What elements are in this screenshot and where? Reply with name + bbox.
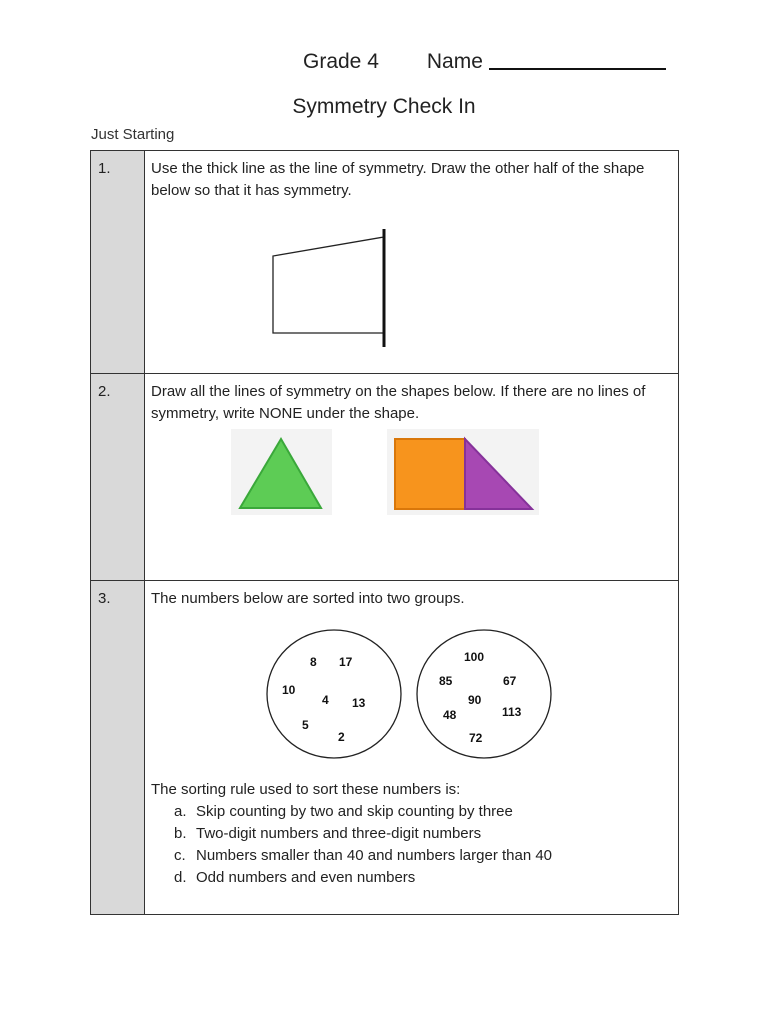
option-text: Two-digit numbers and three-digit numbers xyxy=(196,825,482,842)
question-content xyxy=(145,151,678,373)
grade-label: Grade 4 xyxy=(303,50,379,73)
name-blank-line[interactable] xyxy=(489,46,666,70)
sorting-question-text: The sorting rule used to sort these numbers is: xyxy=(151,781,461,798)
option-text: Odd numbers and even numbers xyxy=(196,869,416,886)
option-letter: d. xyxy=(174,869,187,886)
question-prompt: Draw all the lines of symmetry on the shapes below. If there are no lines of symmetry, write NONE under the shape. xyxy=(151,383,646,422)
level-label: Just Starting xyxy=(91,126,175,143)
square-and-triangle-figure[interactable] xyxy=(387,429,539,515)
question-content xyxy=(145,581,678,914)
option-letter: b. xyxy=(174,825,187,842)
question-number: 2. xyxy=(91,374,145,580)
option-letter: a. xyxy=(174,803,187,820)
group-number: 85 xyxy=(439,674,453,688)
option-text: Skip counting by two and skip counting by three xyxy=(196,803,513,820)
question-row-3 xyxy=(91,581,678,914)
question-table xyxy=(90,150,679,915)
question-row-1 xyxy=(91,151,678,374)
answer-option-d[interactable] xyxy=(174,867,671,889)
sorting-circles-figure xyxy=(265,625,555,763)
group-number: 113 xyxy=(502,705,522,719)
answer-option-b[interactable] xyxy=(174,823,671,845)
half-shape-figure[interactable] xyxy=(269,227,389,349)
question-number: 3. xyxy=(91,581,145,914)
half-shape-outline xyxy=(273,237,384,333)
option-text: Numbers smaller than 40 and numbers larger than 40 xyxy=(196,847,553,864)
group-number: 90 xyxy=(468,693,482,707)
option-letter: c. xyxy=(174,847,186,864)
question-content xyxy=(145,374,678,580)
triangle-figure[interactable] xyxy=(231,429,332,515)
name-label: Name xyxy=(426,50,483,73)
group-number: 67 xyxy=(503,674,517,688)
group-number: 48 xyxy=(443,708,457,722)
answer-options xyxy=(151,801,671,889)
worksheet-header xyxy=(303,46,666,74)
question-prompt: The numbers below are sorted into two groups. xyxy=(151,590,465,607)
group-number: 5 xyxy=(302,718,309,732)
square-shape xyxy=(395,439,465,509)
question-row-2 xyxy=(91,374,678,581)
group-number: 13 xyxy=(352,696,366,710)
group-number: 2 xyxy=(338,730,345,744)
answer-option-c[interactable] xyxy=(174,845,671,867)
sorting-question xyxy=(151,779,671,889)
group-number: 8 xyxy=(310,655,317,669)
group-number: 100 xyxy=(464,650,485,664)
group-number: 10 xyxy=(282,683,296,697)
group-number: 72 xyxy=(469,731,483,745)
question-number: 1. xyxy=(91,151,145,373)
page-title: Symmetry Check In xyxy=(292,95,476,118)
question-prompt: Use the thick line as the line of symmetry. Draw the other half of the shape below so that it has symmetry. xyxy=(151,160,645,199)
group-number: 17 xyxy=(339,655,353,669)
answer-option-a[interactable] xyxy=(174,801,671,823)
group-number: 4 xyxy=(322,693,329,707)
